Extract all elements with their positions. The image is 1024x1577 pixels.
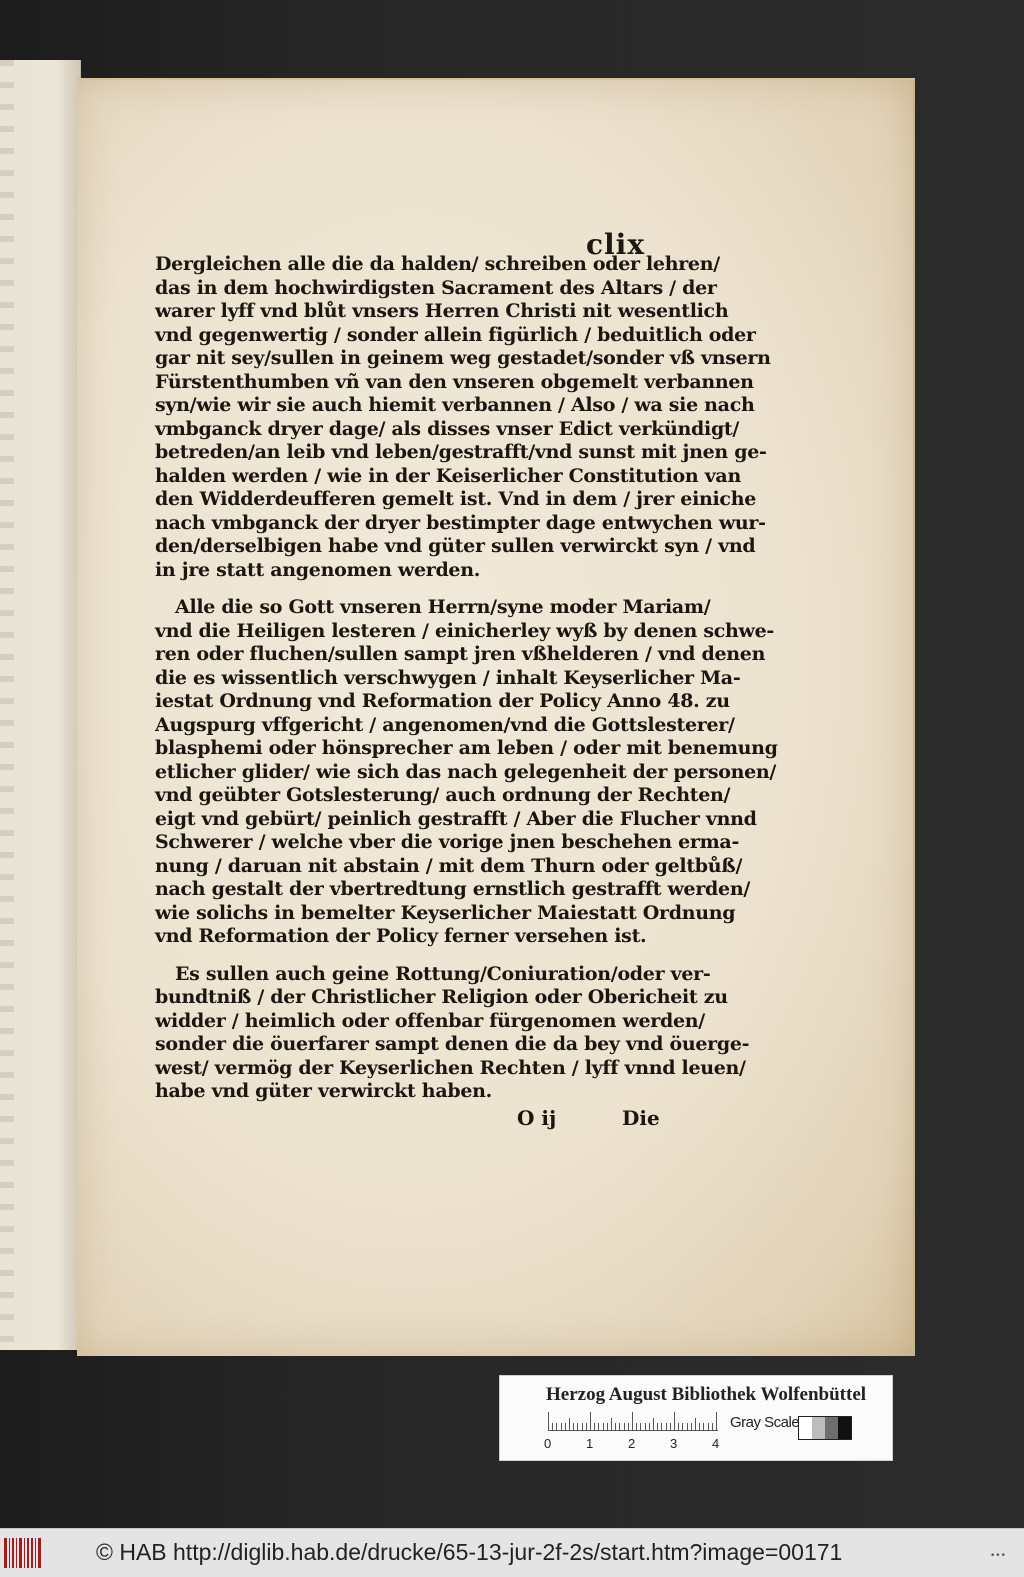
text-line: halden werden / wie in der Keiserlicher Constitution van xyxy=(155,464,741,487)
ruler-tick xyxy=(598,1423,599,1430)
ruler-tick xyxy=(712,1423,713,1430)
paragraph xyxy=(155,962,750,1104)
library-name: Herzog August Bibliothek Wolfenbüttel xyxy=(546,1384,867,1405)
text-line: Alle die so Gott vnseren Herrn/syne moder Mariam/ xyxy=(175,596,711,618)
ruler-tick xyxy=(670,1423,671,1430)
ruler-tick xyxy=(699,1423,700,1430)
ruler-tick xyxy=(611,1418,612,1430)
text-line: gar nit sey/sullen in geinem weg gestadet/sonder vß vnsern xyxy=(155,347,771,369)
text-line: vmbganck dryer dage/ als disses vnser Edict verkündigt/ xyxy=(155,417,740,440)
text-line: etlicher glider/ wie sich das nach gelegenheit der personen/ xyxy=(155,760,777,783)
logo-bar xyxy=(16,1538,17,1568)
text-line: warer lyff vnd blůt vnsers Herren Christi nit wesentlich xyxy=(155,300,729,322)
ruler-tick xyxy=(565,1423,566,1430)
catchword: Die xyxy=(622,1106,660,1130)
ruler-tick xyxy=(594,1423,595,1430)
text-line: Dergleichen alle die da halden/ schreiben oder lehren/ xyxy=(155,253,720,275)
logo-bar xyxy=(24,1538,25,1568)
text-line: das in dem hochwirdigsten Sacrament des Altars / der xyxy=(155,276,717,299)
text-line: blasphemi oder hönsprecher am leben / oder mit benemung xyxy=(155,737,778,759)
ruler-tick xyxy=(607,1423,608,1430)
ruler-tick xyxy=(640,1423,641,1430)
text-line: nung / daruan nit abstain / mit dem Thurn oder geltbůß/ xyxy=(155,854,743,877)
paragraph-gap xyxy=(155,949,655,963)
text-line: Schwerer / welche vber die vorige jnen beschehen erma- xyxy=(155,831,740,853)
ruler-tick xyxy=(716,1412,717,1430)
logo-bar xyxy=(12,1538,14,1568)
text-line: vnd geübter Gotslesterung/ auch ordnung der Rechten/ xyxy=(155,784,731,806)
text-line: den/derselbigen habe vnd güter sullen verwirckt syn / vnd xyxy=(155,535,756,557)
ruler-tick xyxy=(657,1423,658,1430)
ruler-tick xyxy=(586,1423,587,1430)
text-line: vnd Reformation der Policy ferner versehen ist. xyxy=(155,925,647,947)
hab-logo-icon[interactable] xyxy=(4,1538,46,1568)
ruler-tick xyxy=(636,1423,637,1430)
ruler-number: 3 xyxy=(670,1436,678,1451)
ruler-number: 0 xyxy=(544,1436,552,1451)
ruler-number: 1 xyxy=(586,1436,594,1451)
text-line: nach gestalt der vbertredtung ernstlich gestrafft werden/ xyxy=(155,878,750,900)
gray-swatch-cell xyxy=(799,1417,812,1439)
ruler-tick xyxy=(590,1412,591,1430)
ruler-baseline xyxy=(548,1430,718,1431)
ruler-tick xyxy=(628,1423,629,1430)
ruler-tick xyxy=(649,1423,650,1430)
footer-url-text[interactable]: © HAB http://diglib.hab.de/drucke/65-13-jur-2f-2s/start.htm?image=00171 xyxy=(96,1539,843,1565)
ruler-tick xyxy=(619,1423,620,1430)
gray-scale-label: Gray Scale xyxy=(730,1414,800,1431)
ruler-tick xyxy=(577,1423,578,1430)
ruler-tick xyxy=(548,1412,549,1430)
body-text xyxy=(155,253,778,1104)
text-line: bundtniß / der Christlicher Religion oder Obericheit zu xyxy=(155,986,728,1008)
logo-bar xyxy=(38,1538,41,1568)
library-label-card xyxy=(499,1375,893,1461)
text-line: Fürstenthumben vñ van den vnseren obgemelt verbannen xyxy=(155,370,754,393)
ruler-tick xyxy=(556,1423,557,1430)
ruler-tick xyxy=(678,1423,679,1430)
text-line: west/ vermög der Keyserlichen Rechten / lyff vnnd leuen/ xyxy=(155,1056,746,1079)
ruler-tick xyxy=(661,1423,662,1430)
scale-ruler xyxy=(548,1410,718,1432)
ruler-tick xyxy=(632,1412,633,1430)
text-line: habe vnd güter verwirckt haben. xyxy=(155,1080,492,1102)
previous-page-text-bleed xyxy=(0,60,14,1350)
text-line: in jre statt angenomen werden. xyxy=(155,558,481,581)
gray-scale-swatch xyxy=(798,1416,852,1440)
ruler-tick xyxy=(653,1418,654,1430)
text-line: ren oder fluchen/sullen sampt jren vßhelderen / vnd denen xyxy=(155,643,766,665)
logo-bar xyxy=(35,1538,36,1568)
ruler-tick xyxy=(703,1423,704,1430)
logo-bar xyxy=(31,1538,33,1568)
gray-swatch-cell xyxy=(812,1417,825,1439)
ruler-tick xyxy=(561,1423,562,1430)
text-line: Es sullen auch geine Rottung/Coniuration/oder ver- xyxy=(175,962,711,985)
text-line: betreden/an leib vnd leben/gestrafft/vnd sunst mit jnen ge- xyxy=(155,441,767,463)
text-line: den Widderdeufferen gemelt ist. Vnd in dem / jrer einiche xyxy=(155,488,756,510)
ruler-number: 2 xyxy=(628,1436,636,1451)
ruler-tick xyxy=(569,1418,570,1430)
logo-bar xyxy=(27,1538,29,1568)
gray-swatch-cell xyxy=(825,1417,838,1439)
ruler-tick xyxy=(687,1423,688,1430)
ruler-number: 4 xyxy=(712,1436,720,1451)
text-line: widder / heimlich oder offenbar fürgenomen werden/ xyxy=(155,1009,705,1032)
text-line: wie solichs in bemelter Keyserlicher Maiestatt Ordnung xyxy=(155,901,736,924)
ruler-numbers xyxy=(544,1436,734,1452)
ruler-tick xyxy=(708,1423,709,1430)
logo-bar xyxy=(4,1538,7,1568)
previous-page-edge xyxy=(0,60,81,1350)
text-line: sonder die öuerfarer sampt denen die da bey vnd öuerge- xyxy=(155,1033,750,1055)
text-line: die es wissentlich verschwygen / inhalt Keyserlicher Ma- xyxy=(155,666,741,689)
paragraph xyxy=(155,596,778,949)
ruler-tick xyxy=(603,1423,604,1430)
text-line: nach vmbganck der dryer bestimpter dage entwychen wur- xyxy=(155,511,766,534)
text-line: syn/wie wir sie auch hiemit verbannen / Also / wa sie nach xyxy=(155,394,755,416)
logo-bar xyxy=(19,1538,22,1568)
signature-mark: O ij xyxy=(517,1106,557,1130)
text-line: Augspurg vffgericht / angenomen/vnd die Gottslesterer/ xyxy=(155,713,735,736)
more-icon[interactable]: ••• xyxy=(990,1551,1006,1561)
text-line: vnd gegenwertig / sonder allein figürlich / beduitlich oder xyxy=(155,323,756,346)
gray-swatch-cell xyxy=(838,1417,851,1439)
ruler-tick xyxy=(674,1412,675,1430)
ruler-tick xyxy=(666,1423,667,1430)
text-line: iestat Ordnung vnd Reformation der Policy Anno 48. zu xyxy=(155,690,730,712)
ruler-tick xyxy=(552,1423,553,1430)
text-line: eigt vnd gebürt/ peinlich gestrafft / Aber die Flucher vnnd xyxy=(155,807,757,830)
ruler-tick xyxy=(682,1423,683,1430)
paragraph xyxy=(155,253,771,582)
ruler-tick xyxy=(695,1418,696,1430)
ruler-tick xyxy=(691,1423,692,1430)
paragraph-gap xyxy=(155,582,655,596)
ruler-tick xyxy=(615,1423,616,1430)
ruler-tick xyxy=(624,1423,625,1430)
ruler-tick xyxy=(645,1423,646,1430)
ruler-tick xyxy=(582,1423,583,1430)
folio-number: clix xyxy=(586,228,646,261)
footer-bar xyxy=(0,1528,1024,1577)
logo-bar xyxy=(9,1538,10,1568)
text-line: vnd die Heiligen lesteren / einicherley wyß by denen schwe- xyxy=(155,619,774,642)
ruler-tick xyxy=(573,1423,574,1430)
